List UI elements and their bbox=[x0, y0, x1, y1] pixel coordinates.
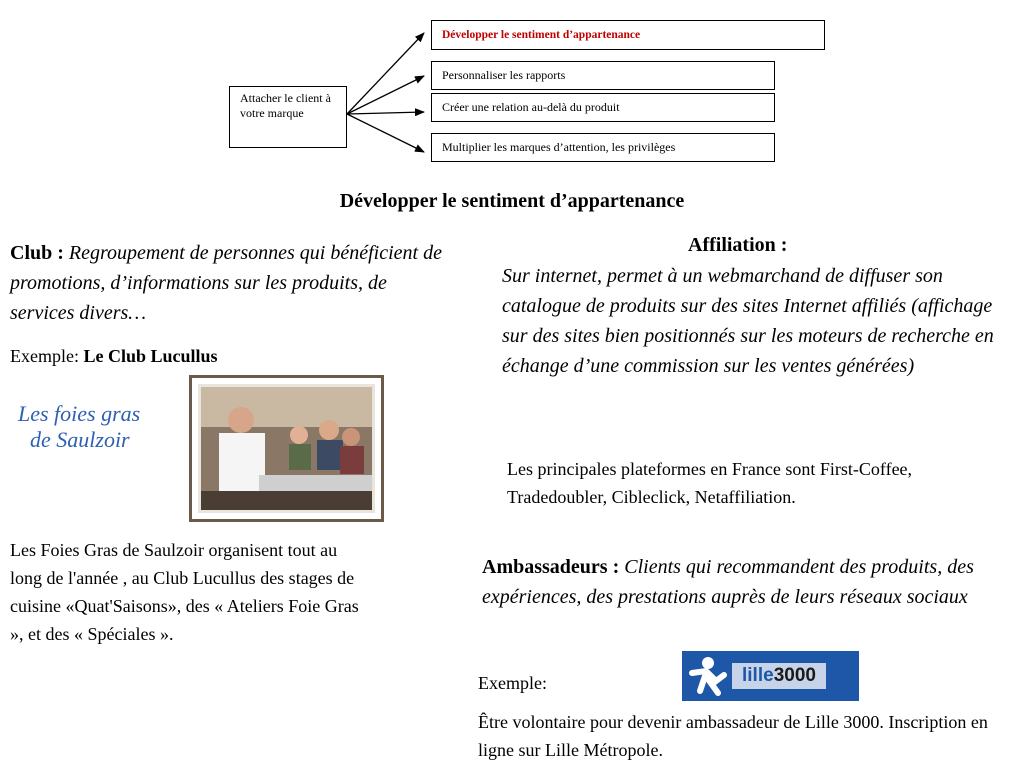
club-example-name: Le Club Lucullus bbox=[83, 346, 218, 366]
logo-text-line2: de Saulzoir bbox=[30, 427, 130, 452]
diagram-option-2-label: Personnaliser les rapports bbox=[442, 68, 566, 82]
diagram-option-3-label: Créer une relation au-delà du produit bbox=[442, 100, 620, 114]
diagram-option-4 bbox=[431, 133, 775, 162]
diagram-option-2 bbox=[431, 61, 775, 90]
ambassadeurs-example-prefix: Exemple: bbox=[478, 673, 547, 693]
club-description: Les Foies Gras de Saulzoir organisent tout au long de l'année , au Club Lucullus des stages de cuisine «Quat'Saisons», des « Ateliers Foie Gras », et des « Spéciales ». bbox=[10, 540, 359, 644]
diagram-option-1 bbox=[431, 20, 825, 50]
arrow-to-option-2 bbox=[347, 76, 424, 114]
diagram-source-box bbox=[229, 86, 347, 148]
arrow-to-option-3 bbox=[347, 112, 424, 114]
diagram-option-3 bbox=[431, 93, 775, 122]
foies-gras-logo bbox=[18, 400, 168, 470]
logo-text-line1: Les foies gras bbox=[18, 401, 141, 426]
affiliation-platforms: Les principales plateformes en France sont First-Coffee, Tradedoubler, Cibleclick, Netaffiliation. bbox=[507, 459, 913, 507]
diagram-source-text: Attacher le client à votre marque bbox=[240, 91, 331, 120]
lille3000-logo bbox=[682, 651, 859, 701]
runner-icon bbox=[682, 651, 732, 701]
ambassadeurs-definition-text: Clients qui recommandent des produits, des expériences, des prestations auprès de leurs réseaux sociaux bbox=[482, 556, 974, 608]
club-definition-text: Regroupement de personnes qui bénéficient de promotions, d’informations sur les produits, de services divers… bbox=[10, 242, 442, 324]
affiliation-term: Affiliation : bbox=[688, 234, 788, 256]
ambassadeurs-description: Être volontaire pour devenir ambassadeur de Lille 3000. Inscription en ligne sur Lille Métropole. bbox=[478, 712, 988, 760]
page-title: Développer le sentiment d’appartenance bbox=[339, 190, 685, 212]
club-definition bbox=[10, 238, 450, 328]
club-example-prefix: Exemple: bbox=[10, 346, 79, 366]
diagram-option-4-label: Multiplier les marques d’attention, les privilèges bbox=[442, 140, 676, 154]
lille3000-wordmark-a: lille bbox=[742, 665, 774, 686]
diagram-option-1-label: Développer le sentiment d’appartenance bbox=[442, 28, 641, 41]
club-term: Club : bbox=[10, 242, 64, 264]
club-example bbox=[10, 342, 410, 370]
ambassadeurs-term: Ambassadeurs : bbox=[482, 556, 620, 578]
lille3000-wordmark-b: 3000 bbox=[773, 665, 816, 686]
arrow-to-option-1 bbox=[347, 33, 424, 114]
affiliation-definition: Sur internet, permet à un webmarchand de diffuser son catalogue de produits sur des sites Internet affiliés (affichage sur des sites bien positionnés sur les moteurs de recherche en échange d’une commission sur les ventes générées) bbox=[502, 265, 994, 377]
cooking-class-photo bbox=[189, 375, 384, 522]
lille3000-wordmark bbox=[732, 663, 826, 689]
ambassadeurs-definition bbox=[482, 552, 992, 612]
arrow-to-option-4 bbox=[347, 114, 424, 152]
